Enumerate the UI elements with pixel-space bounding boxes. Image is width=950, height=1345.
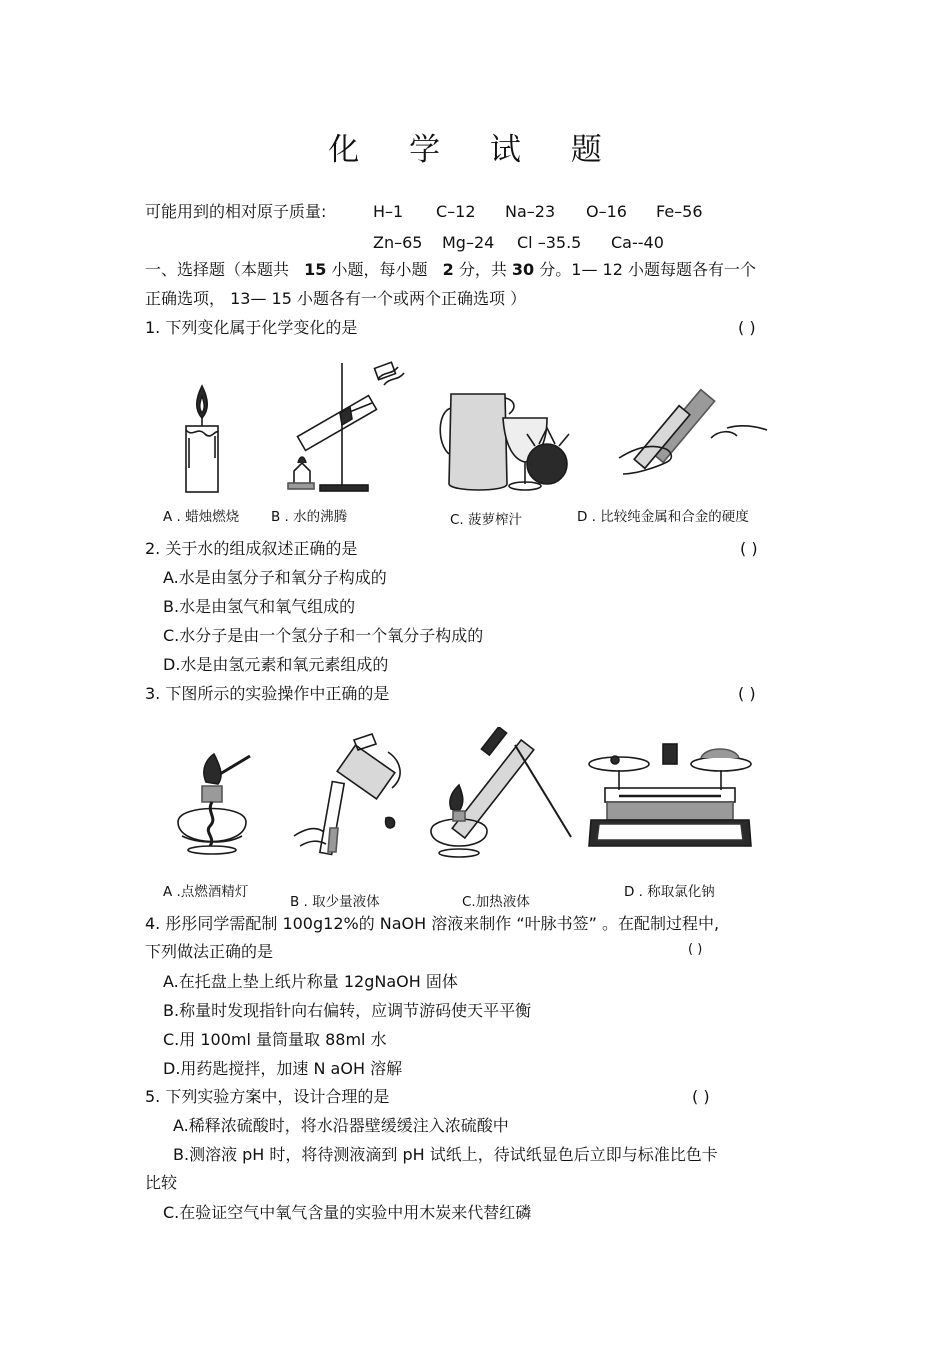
section-header-line2: 正确选项， 13— 15 小题各有一个或两个正确选项 ） (145, 289, 527, 308)
atomic-mass-fe: Fe–56 (656, 202, 703, 221)
q4-option-a: A.在托盘上垫上纸片称量 12gNaOH 固体 (163, 972, 458, 991)
q2-answer-paren: ( ) (740, 539, 758, 558)
q1-stem: 1. 下列变化属于化学变化的是 (145, 318, 358, 337)
q3-caption-c: C.加热液体 (462, 894, 530, 910)
metal-hardness-illustration (615, 378, 775, 478)
taking-liquid-illustration (292, 732, 422, 860)
q5-option-c: C.在验证空气中氧气含量的实验中用木炭来代替红磷 (163, 1203, 532, 1222)
atomic-mass-o: O–16 (586, 202, 627, 221)
atomic-mass-mg: Mg–24 (442, 233, 495, 252)
candle-illustration (175, 378, 230, 496)
heating-liquid-illustration (425, 727, 580, 862)
q5-answer-paren: ( ) (692, 1087, 710, 1106)
q4-option-d: D.用药匙搅拌，加速 N aOH 溶解 (163, 1059, 403, 1078)
section-header-line1: 一、选择题（本题共 15 小题，每小题 2 分，共 30 分。1— 12 小题每题各有一个 (145, 260, 756, 279)
alcohol-lamp-lighting-illustration (168, 752, 268, 862)
atomic-mass-ca: Ca--40 (611, 233, 664, 252)
q3-caption-a: A .点燃酒精灯 (163, 884, 249, 900)
atomic-mass-h: H–1 (373, 202, 404, 221)
q3-caption-d: D . 称取氯化钠 (624, 884, 715, 900)
q1-caption-c: C. 菠萝榨汁 (450, 512, 523, 528)
q1-caption-a: A . 蜡烛燃烧 (163, 509, 240, 525)
q2-option-d: D.水是由氢元素和氧元素组成的 (163, 655, 389, 674)
boiling-water-illustration (280, 355, 420, 495)
q3-stem: 3. 下图所示的实验操作中正确的是 (145, 684, 390, 703)
q4-stem-line2: 下列做法正确的是 (145, 942, 274, 961)
q5-option-a: A.稀释浓硫酸时，将水沿器壁缓缓注入浓硫酸中 (173, 1116, 509, 1135)
q5-option-b-line1: B.测溶液 pH 时，将待测液滴到 pH 试纸上，待试纸显色后立即与标准比色卡 (173, 1145, 718, 1164)
atomic-mass-c: C–12 (436, 202, 476, 221)
q2-option-a: A.水是由氢分子和氧分子构成的 (163, 568, 387, 587)
atomic-mass-cl: Cl –35.5 (517, 233, 582, 252)
q3-caption-b: B . 取少量液体 (290, 894, 380, 910)
q2-stem: 2. 关于水的组成叙述正确的是 (145, 539, 358, 558)
pineapple-juice-illustration (435, 388, 580, 496)
q1-caption-b: B . 水的沸腾 (271, 509, 348, 525)
balance-weighing-illustration (585, 740, 755, 858)
atomic-mass-label: 可能用到的相对原子质量: (145, 202, 327, 221)
q4-option-c: C.用 100ml 量筒量取 88ml 水 (163, 1030, 387, 1049)
q4-option-b: B.称量时发现指针向右偏转，应调节游码使天平平衡 (163, 1001, 532, 1020)
q5-option-b-line2: 比较 (145, 1173, 178, 1192)
q4-stem-line1: 4. 彤彤同学需配制 100g12%的 NaOH 溶液来制作 “叶脉书签” 。在配制过程中, (145, 914, 720, 933)
q4-answer-paren: ( ) (688, 942, 703, 957)
page-title: 化 学 试 题 (328, 132, 622, 168)
q5-stem: 5. 下列实验方案中，设计合理的是 (145, 1087, 390, 1106)
q2-option-c: C.水分子是由一个氢分子和一个氧分子构成的 (163, 626, 484, 645)
atomic-mass-zn: Zn–65 (373, 233, 423, 252)
atomic-mass-na: Na–23 (505, 202, 556, 221)
q2-option-b: B.水是由氢气和氧气组成的 (163, 597, 356, 616)
q1-answer-paren: ( ) (738, 318, 756, 337)
q3-answer-paren: ( ) (738, 684, 756, 703)
q1-caption-d: D . 比较纯金属和合金的硬度 (577, 509, 749, 525)
